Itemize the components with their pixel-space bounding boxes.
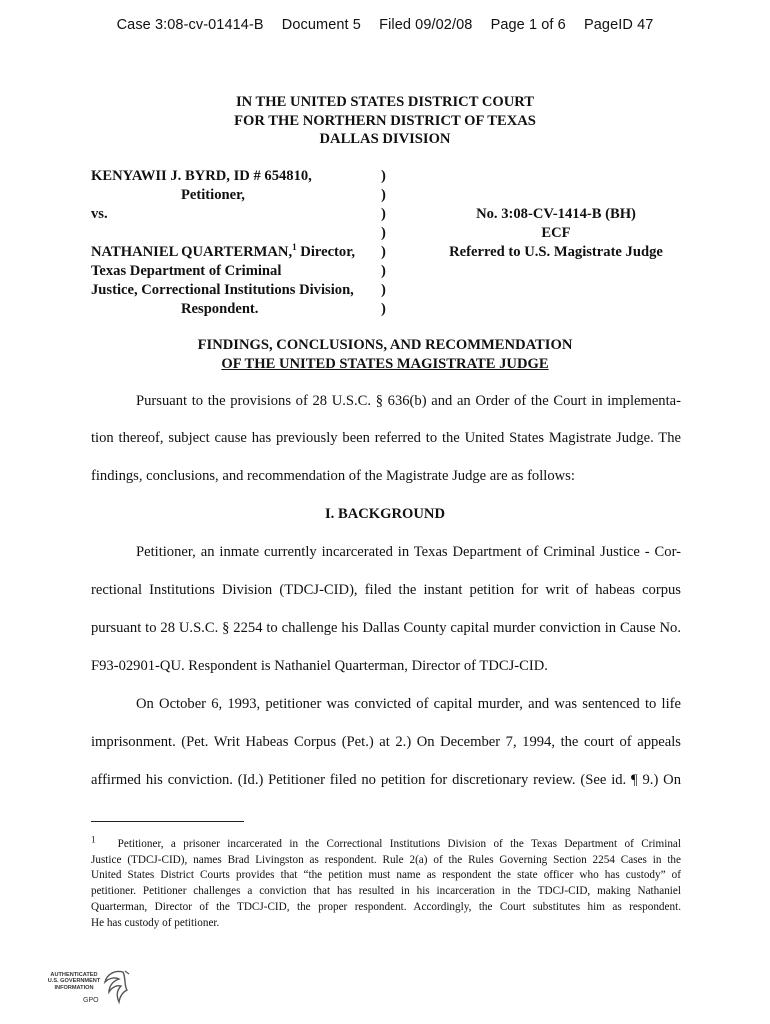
caption-respondent-role: Respondent.: [181, 301, 259, 317]
intro-line: findings, conclusions, and recommendation of the Magistrate Judge are as follows:: [91, 468, 575, 484]
caption-petitioner-name: KENYAWII J. BYRD, ID # 654810,: [91, 168, 312, 184]
court-line-1: IN THE UNITED STATES DISTRICT COURT: [235, 94, 535, 110]
background-line: pursuant to 28 U.S.C. § 2254 to challenge his Dallas County capital murder conviction in Cause No.: [91, 620, 681, 636]
gpo-authentication-logo: [43, 968, 133, 1012]
background-line: F93-02901-QU. Respondent is Nathaniel Quarterman, Director of TDCJ-CID.: [91, 658, 548, 674]
caption-versus: vs.: [91, 206, 108, 222]
footnote-line: Quarterman, Director of the TDCJ-CID, the proper respondent. Accordingly, the Court substitutes him as respondent.: [91, 900, 681, 913]
footnote-line: Justice (TDCJ-CID), names Brad Livingston as respondent. Rule 2(a) of the Rules Governing Section 2254 Cases in the: [91, 853, 681, 866]
caption-bracket: ): [381, 206, 386, 222]
footnote-line: United States District Courts provides that “the petition must name as respondent the state officer who has custody” of: [91, 869, 681, 882]
title-line-1: FINDINGS, CONCLUSIONS, AND RECOMMENDATION: [197, 337, 573, 353]
eagle-icon: [95, 968, 131, 1012]
background-line: rectional Institutions Division (TDCJ-CID), filed the instant petition for writ of habeas corpus: [91, 582, 681, 598]
section-heading: I. BACKGROUND: [325, 506, 445, 522]
title-line-2: OF THE UNITED STATES MAGISTRATE JUDGE: [221, 355, 549, 372]
caption-bracket: ): [381, 301, 386, 317]
intro-line: tion thereof, subject cause has previously been referred to the United States Magistrate Judge. The: [91, 430, 681, 446]
case-number: No. 3:08-CV-1414-B (BH): [476, 206, 636, 222]
caption-bracket: ): [381, 225, 386, 241]
case-number-header: Case 3:08-cv-01414-B: [116, 17, 264, 33]
page-id: PageID 47: [584, 17, 654, 33]
respondent-title: Director,: [300, 244, 355, 260]
logo-line-3: INFORMATION: [54, 984, 94, 991]
footnote-reference[interactable]: 1: [292, 242, 297, 253]
footnote-line: petitioner. Petitioner challenges a conviction that has resulted in his incarceration in the TDCJ-CID, making Nathaniel: [91, 885, 681, 898]
footnote-divider: [91, 821, 244, 822]
caption-bracket: ): [381, 282, 386, 298]
page-count: Page 1 of 6: [490, 17, 566, 33]
footnote: [91, 834, 681, 931]
footnote-line: [91, 834, 681, 853]
respondent-name: NATHANIEL QUARTERMAN,: [91, 244, 293, 260]
caption-respondent-agency-2: Justice, Correctional Institutions Division,: [91, 282, 354, 298]
caption-respondent-name: [91, 244, 355, 263]
caption-bracket: ): [381, 244, 386, 260]
caption-bracket: ): [381, 168, 386, 184]
document-title: [0, 336, 770, 373]
court-line-2: FOR THE NORTHERN DISTRICT OF TEXAS: [234, 112, 536, 129]
court-name: [0, 93, 770, 149]
background-line: Petitioner, an inmate currently incarcerated in Texas Department of Criminal Justice - Cor-: [136, 544, 681, 560]
footnote-marker: 1: [91, 834, 96, 845]
caption-petitioner-role: Petitioner,: [181, 187, 245, 203]
logo-line-1: AUTHENTICATED: [50, 972, 98, 978]
footnote-line-text: Petitioner, a prisoner incarcerated in the Correctional Institutions Division of the Texas Department of Criminal: [117, 838, 681, 850]
background-line: On October 6, 1993, petitioner was convicted of capital murder, and was sentenced to life: [136, 696, 681, 712]
background-line: affirmed his conviction. (Id.) Petitioner filed no petition for discretionary review. (See id. ¶ 9.) On: [91, 772, 681, 788]
court-line-3: DALLAS DIVISION: [319, 131, 451, 147]
caption-respondent-agency-1: Texas Department of Criminal: [91, 263, 282, 279]
caption-bracket: ): [381, 263, 386, 279]
background-line: imprisonment. (Pet. Writ Habeas Corpus (Pet.) at 2.) On December 7, 1994, the court of appeals: [91, 734, 681, 750]
referral-note: Referred to U.S. Magistrate Judge: [449, 244, 663, 260]
logo-line-2: U.S. GOVERNMENT: [47, 978, 101, 985]
caption-bracket: ): [381, 187, 386, 203]
footnote-line: He has custody of petitioner.: [91, 916, 220, 929]
gpo-mark: GPO: [83, 997, 99, 1004]
filed-date: Filed 09/02/08: [379, 17, 473, 33]
intro-line: Pursuant to the provisions of 28 U.S.C. § 636(b) and an Order of the Court in implementa-: [136, 393, 681, 409]
filing-header: [0, 17, 770, 33]
ecf-label: ECF: [541, 225, 571, 241]
document-number: Document 5: [281, 17, 361, 33]
